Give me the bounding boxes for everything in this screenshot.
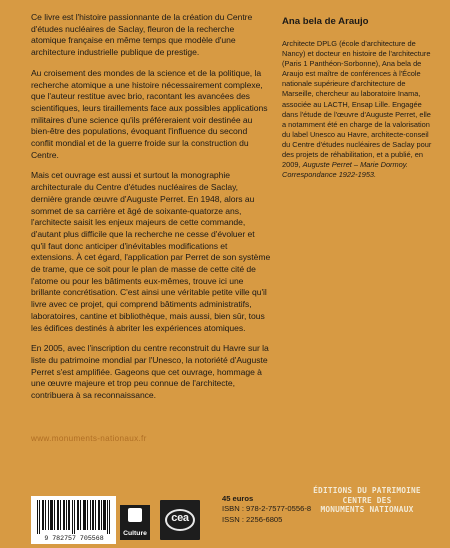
description-paragraph-2: Au croisement des mondes de la science et de la politique, la recherche atomique a une histoire nécessairement complexe, que l'auteur restitue avec brio, racontant les avancées des scientifiques, leurs tiraillements face aux possibles applications militaires d'une science qu'ils préféreraient voir destinée au bien-être des populations, évoquant l'influence du second conflit mondial et de la guerre froide sur la construction du Centre. <box>31 67 268 160</box>
description-paragraph-1: Ce livre est l'histoire passionnante de la création du Centre d'études nucléaires de Saclay, fleuron de la recherche atomique française en même temps que modèle d'une architecture industrielle publique de prestige. <box>31 12 253 58</box>
back-cover-description <box>31 12 271 411</box>
culture-ministry-logo <box>120 505 150 540</box>
price: 45 euros <box>222 494 254 503</box>
cea-logo <box>160 500 200 540</box>
author-bio-text: Architecte DPLG (école d'architecture de Nancy) et docteur en histoire de l'architecture (Paris 1 Panthéon-Sorbonne), Ana bela de Araujo est maître de conférences à l'École nationale supérieure d'architecture de Marseille, chercheur au laboratoire Inama, associée au LACTH, Ensap Lille. Engagée dans l'étude de l'œuvre d'Auguste Perret, elle a notamment été en charge de la valorisation du label Unesco au Havre, architecte-conseil du Centre d'études nucléaires de Saclay pour des projets de réhabilitation, et a publié, en 2009, <box>282 39 432 170</box>
barcode-number: 9 782757 705568 <box>44 535 104 542</box>
culture-logo-text: Culture <box>123 530 147 537</box>
author-name: Ana bela de Araujo <box>282 16 369 27</box>
publisher-logo <box>312 486 422 515</box>
publisher-line-3: MONUMENTS NATIONAUX <box>320 505 414 515</box>
republic-seal-icon <box>128 508 142 522</box>
website-url[interactable]: www.monuments-nationaux.fr <box>31 434 147 443</box>
price-block <box>222 494 311 525</box>
publisher-line-2: CENTRE DES <box>342 495 392 505</box>
publisher-line-1: ÉDITIONS DU PATRIMOINE <box>313 486 421 495</box>
isbn: ISBN : 978-2-7577-0556-8 <box>222 504 312 514</box>
barcode <box>31 496 116 544</box>
description-paragraph-3: Mais cet ouvrage est aussi et surtout la monographie architecturale du Centre d'études nucléaires de Saclay, dernière grande œuvre d'Auguste Perret. En 1948, alors au sommet de sa carrière et âgé de soixante-quatorze ans, l'architecte saisit les enjeux majeurs de cette commande, d'autant plus difficile que la recherche ne cesse d'évoluer et qu'il faut donc anticiper d'inévitables modifications et extensions. À cet égard, l'application par Perret de son système de trame, que ce soit pour le plan de masse de cette cité de l'atome ou pour les bâtiments eux-mêmes, trouve ici une brillante concrétisation. C'est ainsi une véritable petite ville qu'il livre avec ce projet, qui comprend bâtiments administratifs, laboratoires, cantine et bibliothèque, mais aussi, bien sûr, tous les édifices destinés à abriter les expériences atomiques. <box>31 170 271 333</box>
author-book-title: Auguste Perret – Marie Dormoy. Correspondance 1922-1953. <box>282 160 408 180</box>
description-paragraph-4: En 2005, avec l'inscription du centre reconstruit du Havre sur la liste du patrimoine mondial par l'Unesco, la notoriété d'Auguste Perret s'est amplifiée. Gageons que cet ouvrage, hommage à une œuvre majeure et trop peu connue de l'architecte, contribuera à sa reconnaissance. <box>31 343 269 401</box>
cea-logo-text: cea <box>171 512 189 524</box>
author-bio <box>282 39 434 180</box>
issn: ISSN : 2256-6805 <box>222 514 283 524</box>
author-section <box>282 16 434 180</box>
barcode-bars <box>37 500 110 534</box>
